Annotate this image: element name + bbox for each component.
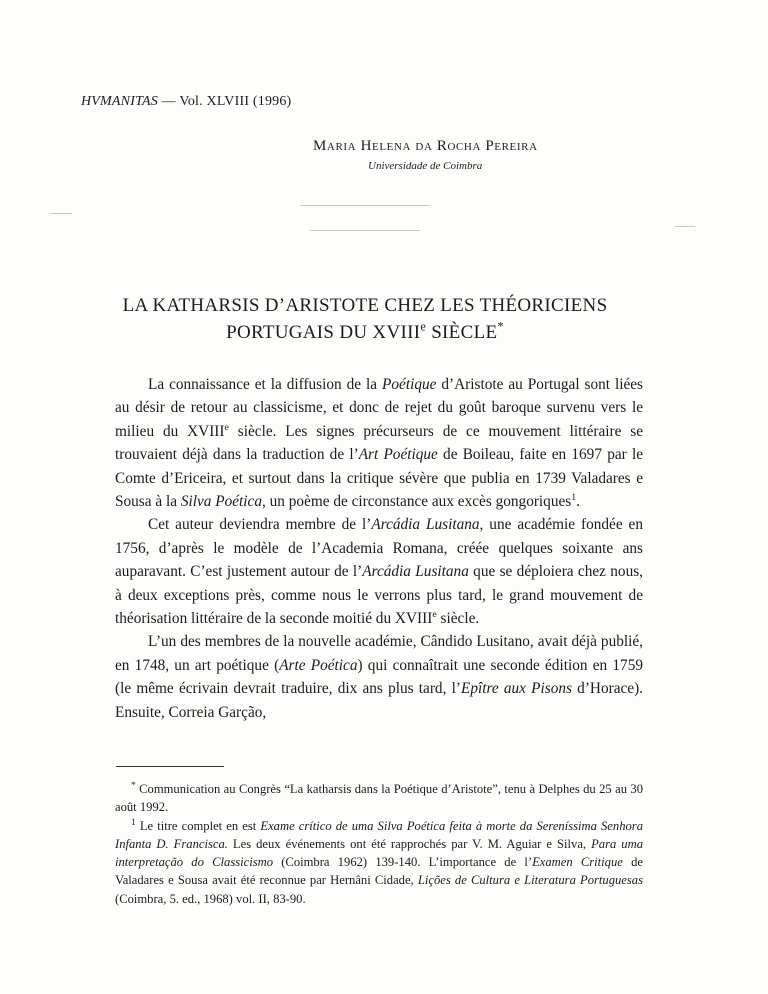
title-footnote-mark: *: [497, 319, 504, 334]
scan-artifact: [50, 213, 72, 214]
paragraph-2: Cet auteur deviendra membre de l’Arcádia Lusitana, une académie fondée en 1756, d’après le modèle de l’Academia Romana, créée quelques soixante ans auparavant. C’est justement autour de l’Arcádia Lusitana que se déploiera chez nous, à deux exceptions près, comme nous le verrons plus tard, le grand mouvement de théorisation littéraire de la seconde moitié du XVIIIe siècle.: [115, 516, 643, 628]
footnote-1: $^1$ Le titre complet en est Exame crítico de uma Silva Poética feita à morte da Sereníssima Senhora Infanta D. Francisca. Les deux événements ont été rapprochés par V. M. Aguiar e Silva, Para uma interpretação do Classicismo (Coimbra 1962) 139-140. L’importance de l’Examen Critique de Valadares e Sousa avait été reconnue par Hernâni Cidade, Lições de Cultura e Literatura Portuguesas (Coimbra, 5. ed., 1968) vol. II, 83-90.: [115, 817, 643, 906]
author-name: Maria Helena da Rocha Pereira: [313, 138, 538, 154]
scan-artifact: [300, 205, 430, 206]
footnote-separator: [116, 766, 224, 767]
scan-artifact: [675, 226, 695, 227]
title-line-2-end: SIÈCLE: [426, 322, 498, 343]
article-title: [80, 292, 650, 346]
title-line-1: LA KATHARSIS D’ARISTOTE CHEZ LES THÉORICIENS: [122, 295, 608, 316]
paragraph-3: L’un des membres de la nouvelle académie, Cândido Lusitano, avait déjà publié, en 1748, un art poétique (Arte Poética) qui connaîtrait une seconde édition en 1759 (le même écrivain devrait traduire, dix ans plus tard, l’Epître aux Pisons d’Horace). Ensuite, Correia Garção,: [115, 633, 643, 721]
author-affiliation: Universidade de Coimbra: [368, 160, 483, 172]
article-body: [115, 373, 643, 724]
footnotes: [115, 780, 643, 908]
title-century-sup: e: [420, 319, 427, 334]
paragraph-1: La connaissance et la diffusion de la Poétique d’Aristote au Portugal sont liées au désir de retour au classicisme, et donc de rejet du goût baroque survenu vers le milieu du XVIIIe siècle. Les signes précurseurs de ce mouvement littéraire se trouvaient déjà dans la traduction de l’Art Poétique de Boileau, faite en 1697 par le Comte d’Ericeira, et surtout dans la critique sévère que publia en 1739 Valadares e Sousa à la Silva Poética, un poème de circonstance aux excès gongoriques$^1$.: [115, 376, 644, 511]
title-line-2: [80, 319, 650, 346]
title-line-2-text: PORTUGAIS DU XVIII: [226, 322, 421, 343]
scan-artifact: [310, 230, 420, 231]
journal-volume: — Vol. XLVIII (1996): [157, 94, 292, 109]
footnote-star: * Communication au Congrès “La katharsis dans la Poétique d’Aristote”, tenu à Delphes du 25 au 30 août 1992.: [115, 780, 643, 815]
journal-name: HVMANITAS: [81, 94, 158, 109]
footnote-ref-1[interactable]: 1: [571, 491, 577, 503]
running-header: [81, 94, 291, 110]
